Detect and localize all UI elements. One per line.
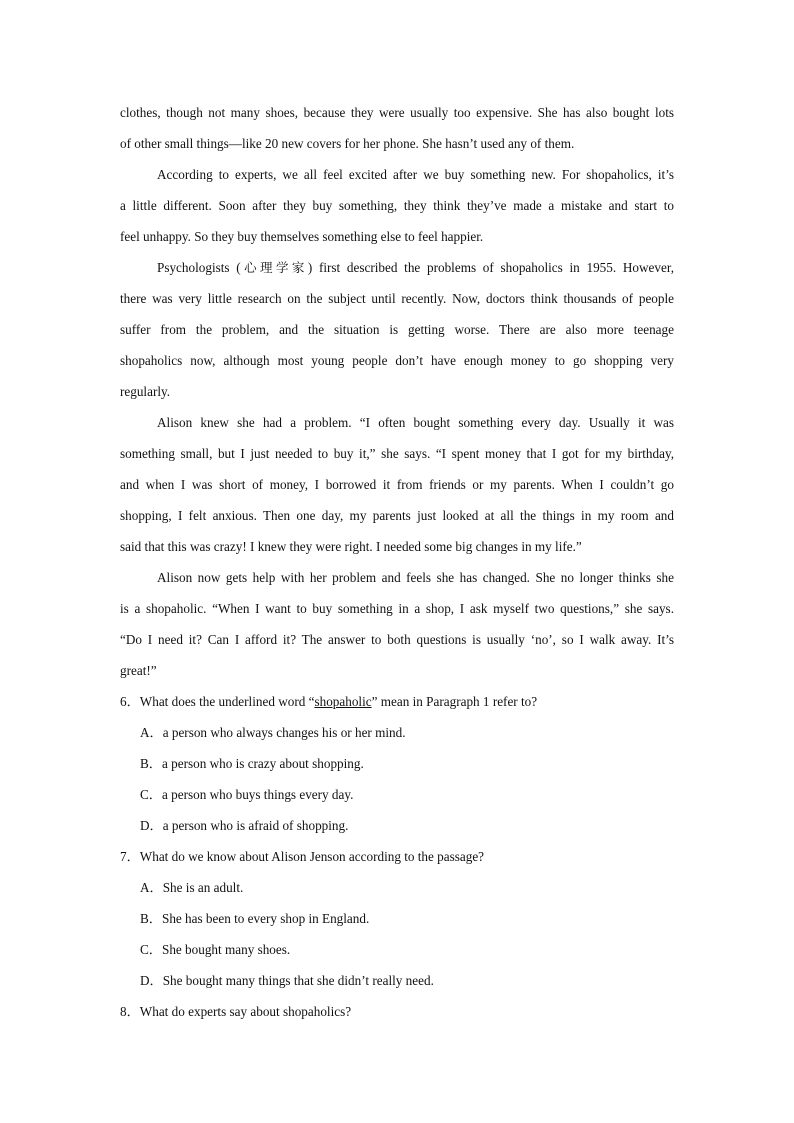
passage-line: Alison knew she had a problem. “I often bought something every day. Usually it was (157, 415, 674, 430)
passage-line: a little different. Soon after they buy something, they think they’ve made a mistake and start to (120, 198, 674, 213)
passage-line: said that this was crazy! I knew they were right. I needed some big changes in my life.” (120, 539, 582, 554)
question-7-option-a: A．She is an adult. (140, 880, 244, 895)
passage-line (120, 252, 674, 283)
passage-line: and when I was short of money, I borrowed it from friends or my parents. When I couldn’t go (120, 477, 674, 492)
underlined-word: shopaholic (314, 694, 372, 709)
question-7-option-c: C．She bought many shoes. (140, 942, 291, 957)
chinese-gloss: 心理学家 (240, 260, 308, 275)
passage-line: According to experts, we all feel excited after we buy something new. For shopaholics, it’s (157, 167, 674, 182)
passage-line: “Do I need it? Can I afford it? The answer to both questions is usually ‘no’, so I walk away. It’s (120, 632, 674, 647)
reading-passage (120, 97, 674, 1027)
passage-line: there was very little research on the subject until recently. Now, doctors think thousands of people (120, 291, 674, 306)
text-run: Psychologists ( (157, 260, 241, 275)
passage-line: is a shopaholic. “When I want to buy something in a shop, I ask myself two questions,” she says. (120, 601, 674, 616)
question-6-option-a: A．a person who always changes his or her mind. (140, 725, 406, 740)
question-6-option-c: C．a person who buys things every day. (140, 787, 354, 802)
question-6-stem (120, 686, 674, 717)
question-7-option-d: D．She bought many things that she didn’t really need. (140, 973, 434, 988)
question-7-stem: 7．What do we know about Alison Jenson according to the passage? (120, 849, 485, 864)
passage-line: suffer from the problem, and the situation is getting worse. There are also more teenage (120, 322, 674, 337)
question-6-option-b: B．a person who is crazy about shopping. (140, 756, 364, 771)
text-run: ” mean in Paragraph 1 refer to? (371, 694, 538, 709)
question-6-option-d: D．a person who is afraid of shopping. (140, 818, 349, 833)
passage-line: regularly. (120, 384, 171, 399)
text-run: ) first described the problems of shopaholics in 1955. However, (307, 260, 674, 275)
passage-line: Alison now gets help with her problem and feels she has changed. She no longer thinks she (157, 570, 674, 585)
passage-line: feel unhappy. So they buy themselves something else to feel happier. (120, 229, 484, 244)
passage-line: something small, but I just needed to buy it,” she says. “I spent money that I got for my birthday, (120, 446, 674, 461)
question-7-option-b: B．She has been to every shop in England. (140, 911, 370, 926)
passage-line: great!” (120, 663, 157, 678)
text-run: 6．What does the underlined word “ (120, 694, 315, 709)
passage-line: shopaholics now, although most young people don’t have enough money to go shopping very (120, 353, 674, 368)
passage-line: shopping, I felt anxious. Then one day, my parents just looked at all the things in my room and (120, 508, 674, 523)
passage-line: clothes, though not many shoes, because they were usually too expensive. She has also bought lots (120, 105, 674, 120)
passage-line: of other small things—like 20 new covers for her phone. She hasn’t used any of them. (120, 136, 575, 151)
question-8-stem: 8．What do experts say about shopaholics? (120, 1004, 352, 1019)
